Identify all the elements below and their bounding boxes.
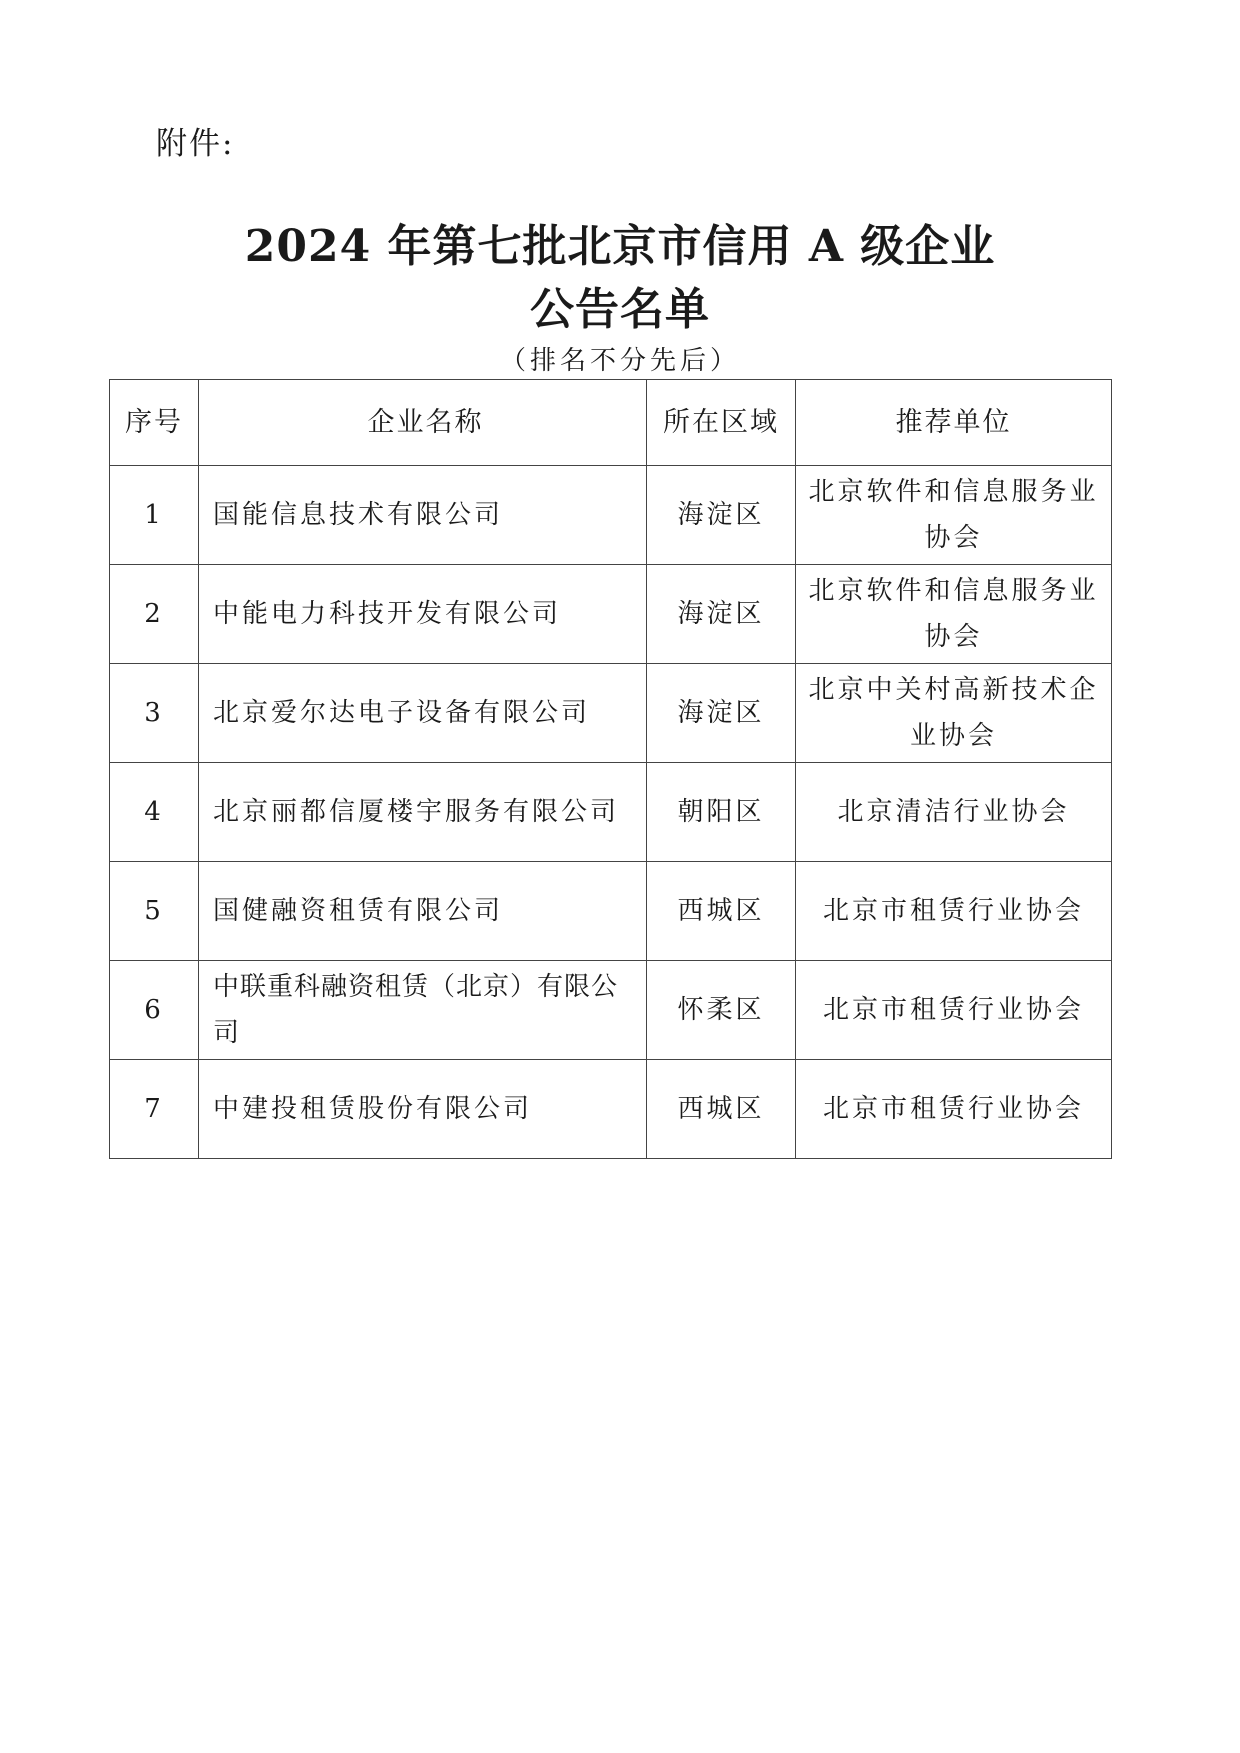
- row-serial: 6: [110, 961, 199, 1060]
- header-serial: 序号: [110, 380, 199, 466]
- row-serial: 7: [110, 1060, 199, 1159]
- row-recommender: 北京软件和信息服务业协会: [796, 565, 1112, 664]
- page-title-line2: 公告名单: [530, 284, 710, 335]
- row-recommender: 北京市租赁行业协会: [796, 862, 1112, 961]
- row-company: 中建投租赁股份有限公司: [199, 1060, 647, 1159]
- header-area: 所在区域: [647, 380, 796, 466]
- row-recommender: 北京市租赁行业协会: [796, 1060, 1112, 1159]
- row-company: 国健融资租赁有限公司: [199, 862, 647, 961]
- table-row: [110, 763, 1112, 862]
- header-company: 企业名称: [199, 380, 647, 466]
- row-serial: 5: [110, 862, 199, 961]
- page-title: 2024 年第七批北京市信用 A 级企业: [244, 221, 996, 272]
- row-company: 国能信息技术有限公司: [199, 466, 647, 565]
- enterprise-table: [109, 379, 1112, 1159]
- row-area: 海淀区: [647, 466, 796, 565]
- row-serial: 2: [110, 565, 199, 664]
- row-area: 怀柔区: [647, 961, 796, 1060]
- row-area: 西城区: [647, 862, 796, 961]
- row-area: 海淀区: [647, 565, 796, 664]
- row-recommender: 北京软件和信息服务业协会: [796, 466, 1112, 565]
- table-row: [110, 466, 1112, 565]
- row-area: 西城区: [647, 1060, 796, 1159]
- row-area: 朝阳区: [647, 763, 796, 862]
- row-company: 中联重科融资租赁（北京）有限公司: [199, 961, 647, 1060]
- row-company: 中能电力科技开发有限公司: [199, 565, 647, 664]
- row-recommender: 北京清洁行业协会: [796, 763, 1112, 862]
- ranking-note: （排名不分先后）: [499, 346, 740, 376]
- table-row: [110, 664, 1112, 763]
- header-recommender: 推荐单位: [796, 380, 1112, 466]
- attachment-label: 附件:: [156, 126, 235, 162]
- table-row: [110, 565, 1112, 664]
- row-company: 北京丽都信厦楼宇服务有限公司: [199, 763, 647, 862]
- row-recommender: 北京市租赁行业协会: [796, 961, 1112, 1060]
- row-serial: 4: [110, 763, 199, 862]
- row-serial: 3: [110, 664, 199, 763]
- row-area: 海淀区: [647, 664, 796, 763]
- row-recommender: 北京中关村高新技术企业协会: [796, 664, 1112, 763]
- table-row: [110, 961, 1112, 1060]
- row-serial: 1: [110, 466, 199, 565]
- table-header-row: [110, 380, 1112, 466]
- row-company: 北京爱尔达电子设备有限公司: [199, 664, 647, 763]
- table-row: [110, 862, 1112, 961]
- table-row: [110, 1060, 1112, 1159]
